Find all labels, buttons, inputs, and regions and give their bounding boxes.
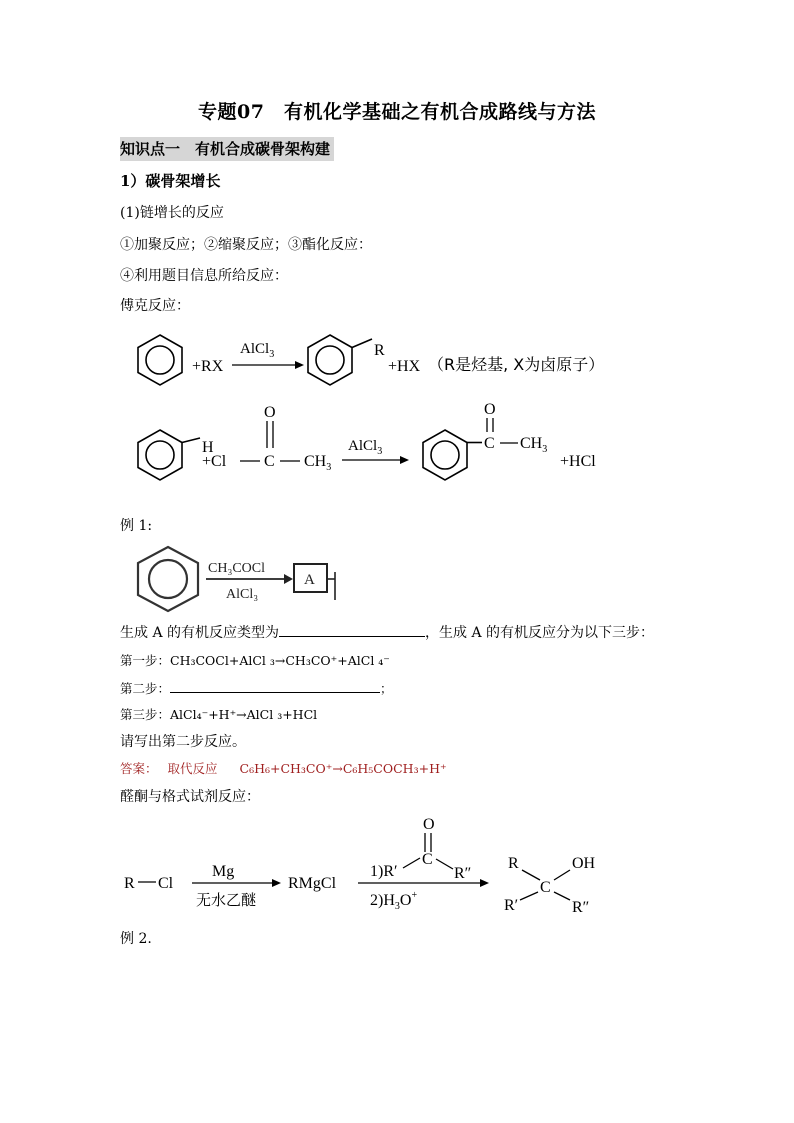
answer-blank-type[interactable]: [279, 622, 425, 637]
product-a: A: [304, 572, 315, 588]
text-reaction-types: ①加聚反应；②缩聚反应；③酯化反应：: [120, 237, 372, 253]
question-1: 生成 A 的有机反应类型为 ，生成 A 的有机反应分为以下三步：: [120, 622, 654, 642]
reaction-alkylation: [120, 325, 660, 405]
plus-hx: +HX: [388, 358, 421, 375]
product-c: C: [540, 879, 551, 896]
h-atom: H: [202, 439, 214, 456]
note-text: R是烃基, X为卤原子: [444, 355, 589, 374]
oxygen-atom: O: [423, 816, 435, 833]
arrow-icon: [232, 361, 304, 369]
text-friedel-crafts: 傅克反应：: [120, 298, 190, 314]
svg-text:AlCl3: AlCl$_3$: [240, 341, 275, 360]
svg-text:AlCl3: AlCl$_3$: [348, 438, 383, 457]
step1-r2: R″: [454, 865, 472, 882]
benzene-icon: [138, 430, 200, 480]
page-title: 专题07 有机化学基础之有机合成路线与方法: [198, 101, 596, 123]
answer-type: 取代反应: [167, 761, 218, 776]
answer-label: 答案：: [120, 761, 158, 776]
carbon-atom: C: [264, 453, 275, 470]
arrow-icon: [342, 456, 409, 464]
grignard-heading: 醛酮与格式试剂反应：: [120, 789, 260, 805]
benzene-icon: [423, 430, 482, 480]
answer-equation: C₆H₆+CH₃CO⁺→C₆H₅COCH₃+H⁺: [239, 761, 447, 776]
step1-c: C: [422, 851, 433, 868]
example-1-label: 例 1:: [120, 518, 153, 534]
reagent-label: CH₃COCl: [208, 561, 266, 576]
alcl3-label: AlCl: [348, 438, 378, 454]
step-2: 第二步： ；: [120, 678, 393, 697]
plus-cl: +Cl: [202, 453, 227, 470]
oxygen-atom: O: [264, 404, 276, 421]
plus-rx: +RX: [192, 358, 224, 375]
step2-label: 2)H: [370, 892, 395, 909]
svg-text:CH3: $CH_3$: [520, 435, 548, 455]
step1-r1: 1)R′: [370, 863, 398, 880]
ch3-label: CH: [304, 453, 327, 470]
reaction-acylation: [120, 398, 620, 493]
arrow-icon: [192, 879, 281, 887]
answer-blank-step2[interactable]: [170, 678, 380, 693]
alcl3-label: AlCl: [240, 341, 270, 357]
product-r: R: [508, 855, 519, 872]
svg-text:CH3: $CH_3$: [304, 453, 332, 473]
solvent-label: 无水乙醚: [196, 891, 257, 909]
subsection-heading: 1）碳骨架增长: [120, 172, 221, 190]
step-1: 第一步：CH₃COCl+AlCl ₃→CH₃CO⁺+AlCl ₄⁻: [120, 653, 390, 668]
text-given-info: ④利用题目信息所给反应：: [120, 268, 288, 284]
benzene-icon: [138, 547, 198, 611]
carbonyl-carbon: C: [484, 435, 495, 452]
catalyst-label: AlCl₃: [226, 587, 259, 602]
oxygen-atom: O: [484, 401, 496, 418]
product-oh: OH: [572, 855, 596, 872]
instruction: 请写出第二步反应。: [120, 734, 246, 750]
product-r1: R′: [504, 897, 519, 914]
step-3: 第三步：AlCl₄⁻+H⁺→AlCl ₃+HCl: [120, 707, 318, 722]
r-group: R: [374, 342, 385, 359]
text-chain-growth: (1)链增长的反应: [120, 205, 224, 221]
example-2-label: 例 2.: [120, 931, 152, 947]
example-1-diagram: [128, 542, 348, 614]
benzene-icon: [308, 335, 372, 385]
rmgcl-label: RMgCl: [288, 875, 337, 892]
r-atom: R: [124, 875, 135, 892]
cl-atom: Cl: [158, 875, 174, 892]
svg-text:2)H3O+: $2)H_3O^+$: [370, 890, 418, 912]
section-heading: 知识点一 有机合成碳骨架构建: [120, 137, 334, 161]
benzene-icon: [138, 335, 182, 385]
mg-label: Mg: [212, 863, 235, 880]
svg-text:（R是烃基, X为卤原子）: （R是烃基, X为卤原子）: [428, 355, 605, 374]
answer-line: [120, 759, 447, 777]
ch3-label: CH: [520, 435, 543, 452]
reaction-grignard: [120, 812, 620, 922]
product-r2: R″: [572, 899, 590, 916]
plus-hcl: +HCl: [560, 453, 596, 470]
